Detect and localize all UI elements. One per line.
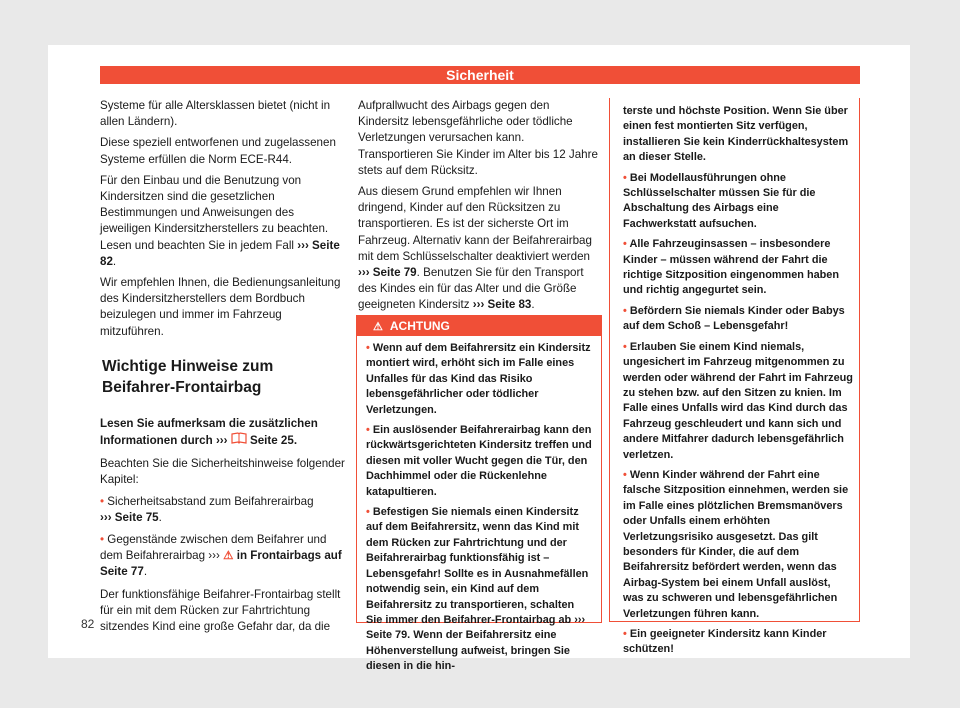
- page-number: 82: [81, 617, 95, 631]
- list-item: [366, 423, 593, 500]
- bullet-dot-icon: •: [100, 533, 105, 547]
- list-item-text: Erlauben Sie einem Kind niemals, ungesichert im Fahrzeug mitgenommen zu werden oder während der Fahrt im Fahrzeug zu stehen bzw. auf den Sitzen zu knien. Im Falle eines Unfalls wird das Kind durch das Fahrzeug geschleudert und kann sich und andere Mitfahrer dadurch lebensgefährlich verletzen.: [623, 340, 853, 461]
- warning-box-title: ACHTUNG: [389, 319, 450, 333]
- warning-box-header: [357, 316, 601, 336]
- paragraph-text: Aus diesem Grund empfehlen wir Ihnen dringend, Kinder auf den Rücksitzen zu transportieren. Es ist der sicherste Ort im Fahrzeug. Alternativ kann der Beifahrerairbag mit dem Schlüsselschalter deaktiviert werden: [358, 185, 592, 263]
- bullet-dot-icon: •: [623, 340, 627, 353]
- page-reference-link[interactable]: ››› Seite 82: [100, 238, 340, 268]
- warning-box-continued: [609, 98, 860, 656]
- list-item: [623, 627, 853, 658]
- bullet-dot-icon: •: [623, 304, 627, 317]
- paragraph: Wir empfehlen Ihnen, die Bedienungsanleitung des Kindersitzherstellers dem Bordbuch beizulegen und immer im Fahrzeug mitzuführen.: [100, 276, 341, 338]
- list-item: [623, 468, 853, 622]
- section-heading: Wichtige Hinweise zum Beifahrer-Frontairbag: [102, 357, 274, 396]
- list-item-text: Gegenstände zwischen dem Beifahrer und dem Beifahrerairbag ›››: [100, 533, 327, 563]
- warning-triangle-icon: ⚠: [373, 320, 383, 333]
- bullet-dot-icon: •: [623, 628, 627, 640]
- book-icon: [231, 434, 247, 447]
- page-reference-link[interactable]: Seite 25: [250, 434, 294, 448]
- list-item-text: Sicherheitsabstand zum Beifahrerairbag: [107, 494, 314, 508]
- page-reference-link[interactable]: ››› Seite 83: [472, 298, 532, 312]
- paragraph: Systeme für alle Altersklassen bietet (nicht in allen Ländern).: [100, 99, 331, 129]
- paragraph: Der funktionsfähige Beifahrer-Frontairbag stellt für ein mit dem Rücken zur Fahrtrichtung sitzendes Kind eine große Gefahr dar, da die: [100, 587, 341, 634]
- bullet-dot-icon: •: [623, 468, 627, 481]
- bullet-dot-icon: •: [366, 506, 370, 519]
- list-item-text: Alle Fahrzeuginsassen – insbesondere Kinder – müssen während der Fahrt die richtige Sitzposition eingenommen haben und richtig angegurtet sein.: [623, 238, 840, 297]
- paragraph-text: Für den Einbau und die Benutzung von Kindersitzen sind die gesetzlichen Bestimmungen und Anweisungen des jeweiligen Kindersitzherstellers zu beachten. Lesen und beachten Sie in jedem Fall: [100, 173, 329, 252]
- list-item: • Sicherheitsabstand zum Beifahrerairbag ››› Seite 75.: [100, 494, 314, 524]
- paragraph: Für den Einbau und die Benutzung von Kindersitzen sind die gesetzlichen Bestimmungen und Anweisungen des jeweiligen Kindersitzherstellers zu beachten. Lesen und beachten Sie in jedem Fall ››› Seite 82.: [100, 173, 340, 268]
- column-2: [358, 98, 602, 319]
- bullet-dot-icon: •: [366, 342, 370, 354]
- page-reference-link[interactable]: ››› Seite 75: [100, 510, 159, 524]
- list-item: [623, 304, 853, 335]
- bullet-dot-icon: •: [366, 424, 370, 437]
- paragraph: terste und höchste Position. Wenn Sie über einen fest montierten Sitz verfügen, installieren Sie kein Kinderrückhaltesystem an dieser Stelle.: [623, 105, 849, 164]
- list-item-text: Wenn auf dem Beifahrersitz ein Kindersitz montiert wird, erhöht sich im Falle eines Unfalles für das Kind das Risiko lebensgefährlicher oder tödlicher Verletzungen.: [366, 342, 591, 416]
- list-item-text: Ein auslösender Beifahrerairbag kann den rückwärtsgerichteten Kindersitz treffen und diesen mit voller Wucht gegen die Tür, den Dachhimmel oder die Rückenlehne katapultieren.: [366, 424, 592, 498]
- paragraph: Aufprallwucht des Airbags gegen den Kindersitz lebensgefährliche oder tödliche Verletzungen verursachen kann. Transportieren Sie Kinder im Alter bis 12 Jahre stets auf dem Rücksitz.: [358, 99, 598, 177]
- page-reference-link[interactable]: ››› Seite 79: [366, 613, 586, 642]
- paragraph: Beachten Sie die Sicherheitshinweise folgender Kapitel:: [100, 457, 345, 487]
- bullet-dot-icon: •: [623, 238, 627, 251]
- page-reference-link[interactable]: ››› Seite 79: [358, 266, 417, 280]
- column-1: [100, 98, 348, 640]
- warning-triangle-icon: ⚠: [223, 549, 234, 563]
- list-item: [366, 341, 593, 418]
- list-item-text: Bei Modellausführungen ohne Schlüsselschalter müssen Sie für die Abschaltung des Airbags eine Fachwerkstatt aufsuchen.: [623, 171, 816, 230]
- bullet-dot-icon: •: [100, 494, 105, 508]
- page-reference-link[interactable]: in Frontairbags auf Seite 77: [100, 549, 342, 579]
- list-item-text: Wenn Kinder während der Fahrt eine falsche Sitzposition einnehmen, werden sie im Falle eines plötzlichen Bremsmanövers oder Unfalls einem erhöhten Verletzungsrisiko ausgesetzt. Das gilt besonders für Kinder, die auf dem Beifahrersitz befördert werden, wenn das Airbag-System bei einem Unfall auslöst, was zu schweren und lebensgefährlichen Verletzungen führen kann.: [623, 468, 849, 620]
- warning-box-body: [357, 336, 601, 675]
- list-item: [366, 505, 593, 674]
- list-item: • Gegenstände zwischen dem Beifahrer und dem Beifahrerairbag ››› ⚠ in Frontairbags auf Seite 77.: [100, 533, 342, 579]
- list-item-text: Ein geeigneter Kindersitz kann Kinder schützen!: [623, 628, 827, 656]
- list-item: [623, 340, 853, 463]
- paragraph: Diese speziell entworfenen und zugelassenen Systeme erfüllen die Norm ECE-R44.: [100, 136, 336, 166]
- intro-paragraph: Lesen Sie aufmerksam die zusätzlichen Informationen durch ››› Seite 25.: [100, 416, 318, 448]
- paragraph-text: . Benutzen Sie für den Transport des Kindes ein für das Alter und die Größe geeigneten Kindersitz: [358, 266, 584, 312]
- list-item-text: . Wenn der Beifahrersitz eine Höhenverstellung aufweist, bringen Sie diesen in die hin-: [366, 629, 570, 673]
- warning-box-body: [610, 98, 859, 658]
- section-header: [100, 66, 860, 84]
- intro-text: Lesen Sie aufmerksam die zusätzlichen Informationen durch ›››: [100, 416, 318, 448]
- list-item: [623, 171, 853, 233]
- section-header-title: Sicherheit: [446, 67, 514, 83]
- paragraph: Aus diesem Grund empfehlen wir Ihnen dringend, Kinder auf den Rücksitzen zu transportieren. Es ist der sicherste Ort im Fahrzeug. Alternativ kann der Beifahrerairbag mit dem Schlüsselschalter deaktiviert werden ››› Seite 79. Benutzen Sie für den Transport des Kindes ein für das Alter und die Größe geeigneten Kindersitz ››› Seite 83.: [358, 185, 592, 312]
- list-item-text: Befestigen Sie niemals einen Kindersitz auf dem Beifahrersitz, wenn das Kind mit dem Rücken zur Fahrtrichtung und der Beifahrerairbag funktionsfähig ist – Lebensgefahr! Sollte es in Ausnahmefällen notwendig sein, ein Kind auf dem Beifahrersitz zu transportieren, schalten Sie immer den Beifahrer-Frontairbag ab: [366, 506, 589, 626]
- bullet-dot-icon: •: [623, 171, 627, 184]
- warning-box: [356, 315, 602, 673]
- list-item: [623, 237, 853, 299]
- list-item-text: Befördern Sie niemals Kinder oder Babys auf dem Schoß – Lebensgefahr!: [623, 304, 845, 333]
